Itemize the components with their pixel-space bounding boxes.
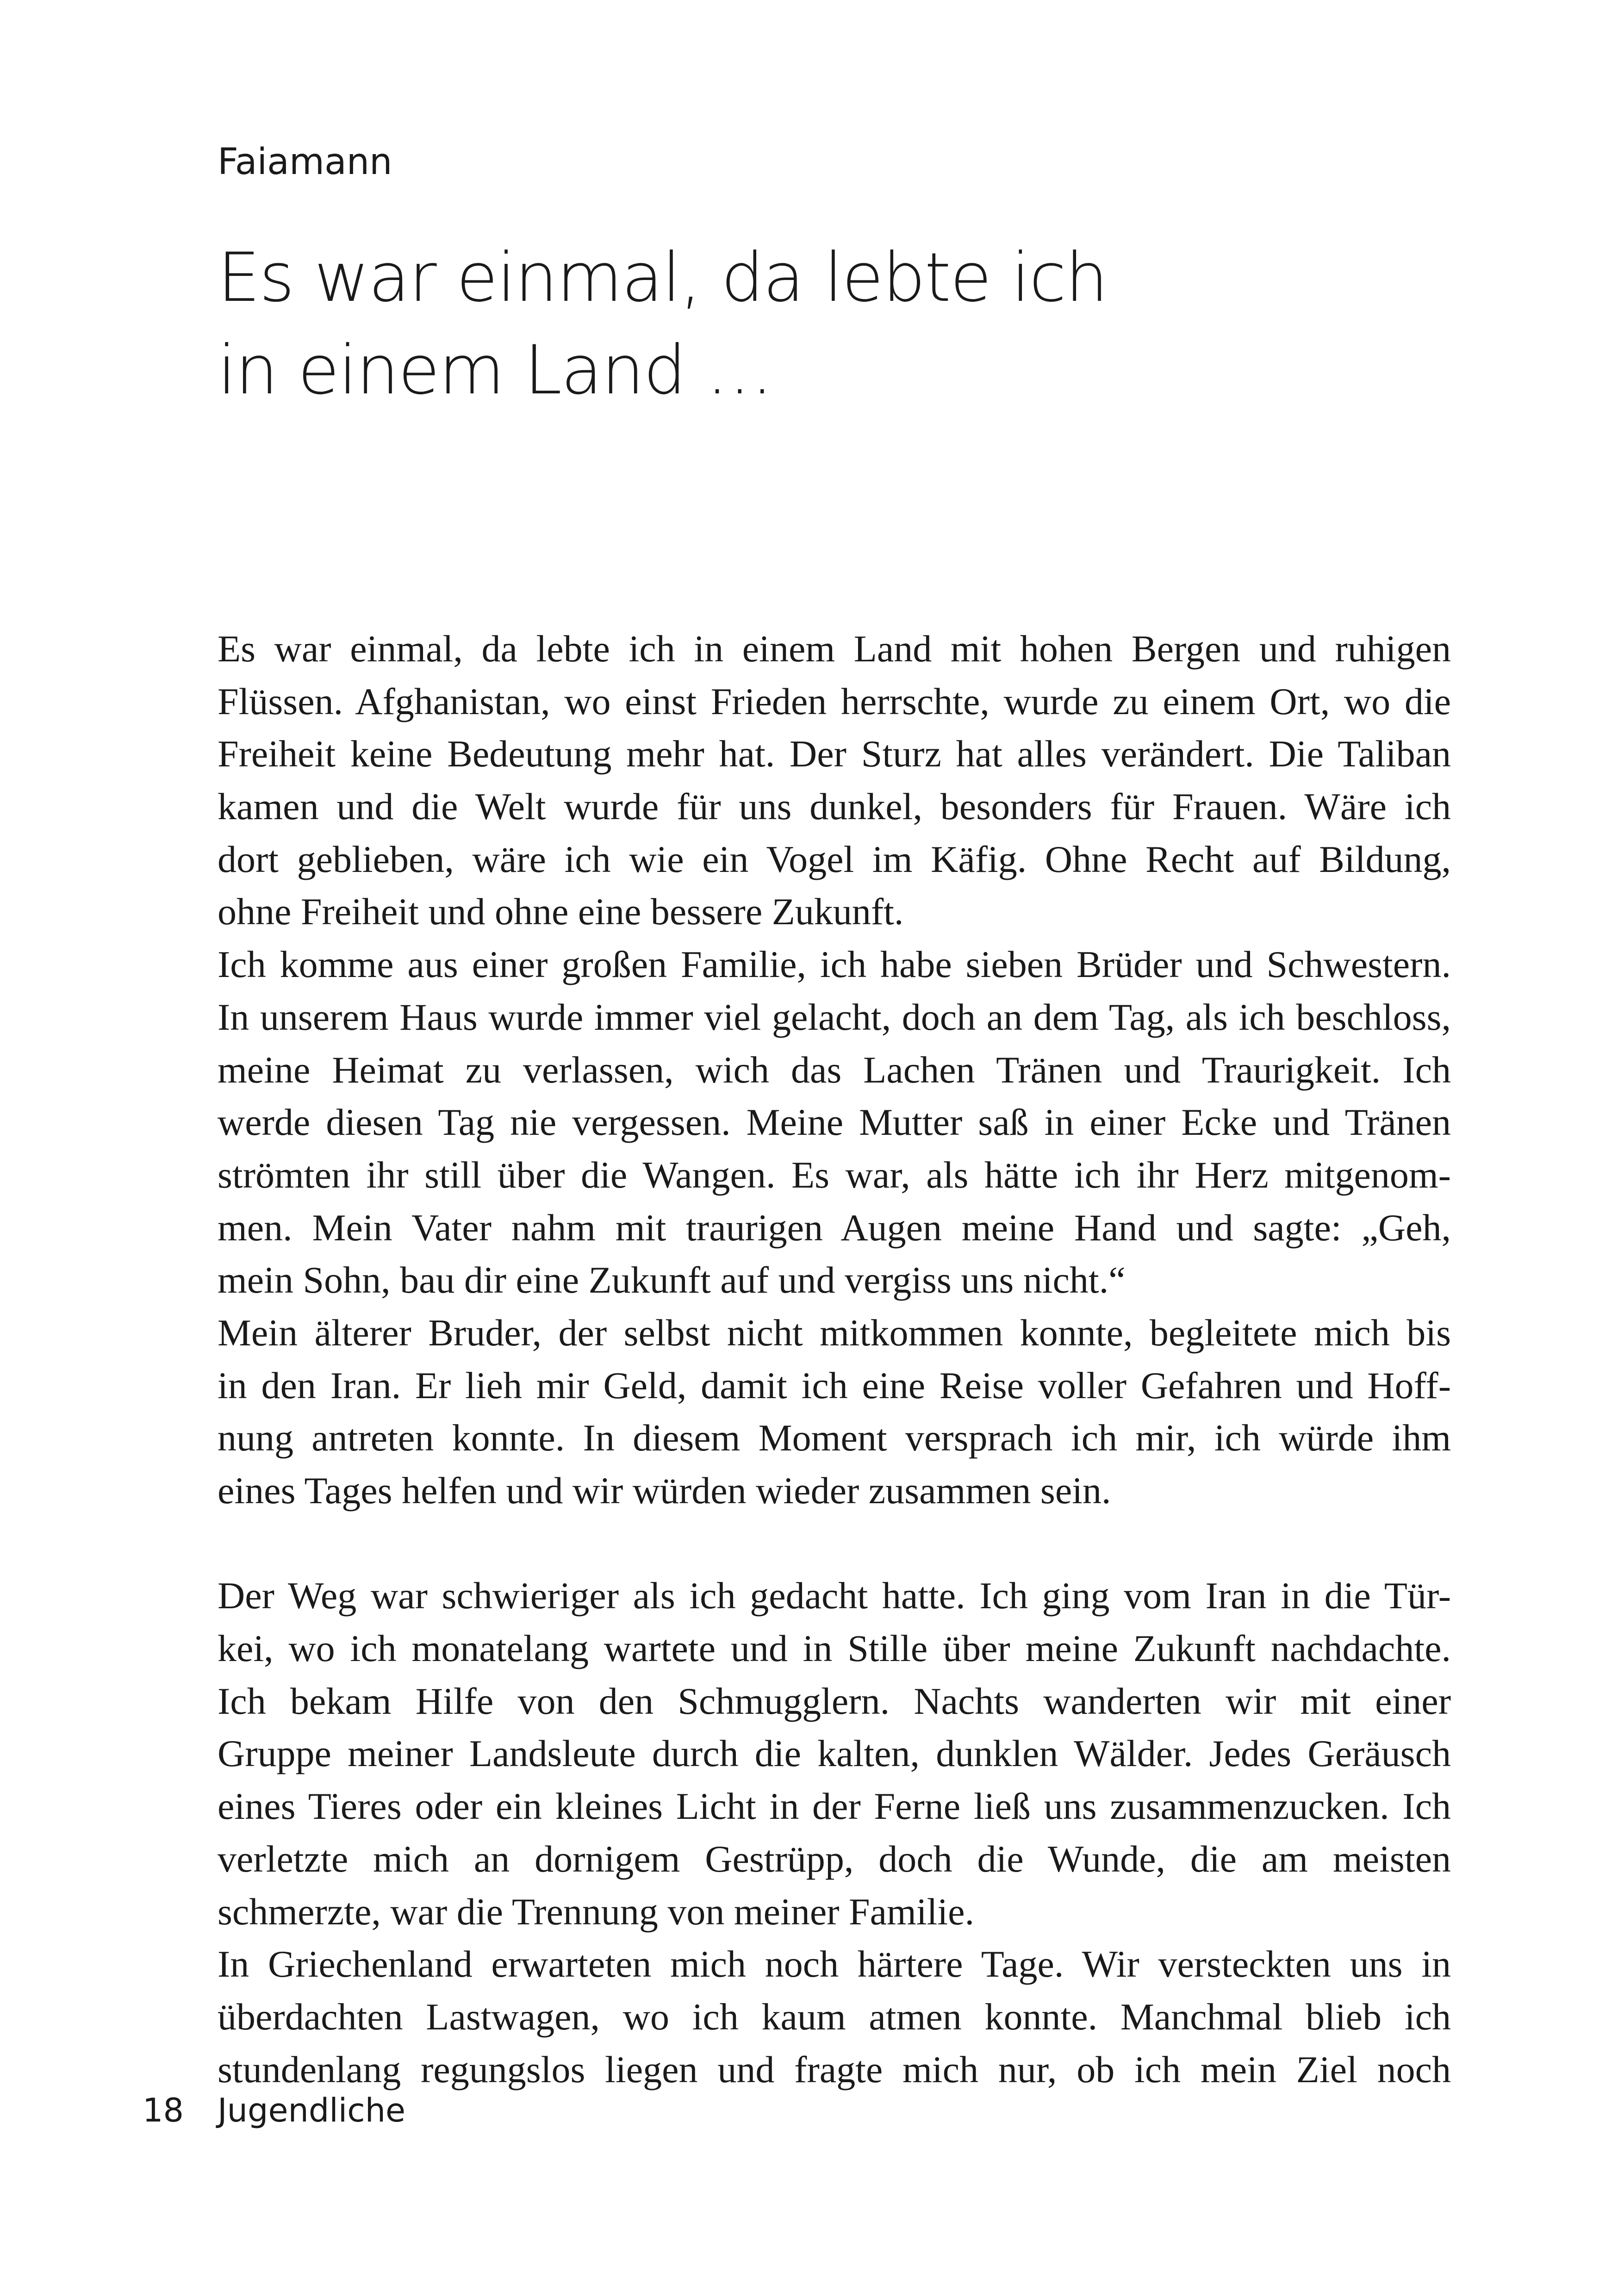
text-line: dort geblieben, wäre ich wie ein Vogel im Käfig. Ohne Recht auf Bildung,: [218, 838, 1451, 880]
text-line: Freiheit keine Bedeutung mehr hat. Der Sturz hat alles verändert. Die Taliban: [218, 733, 1451, 775]
text-line: In Griechenland erwarteten mich noch härtere Tage. Wir versteckten uns in: [218, 1943, 1451, 1985]
text-line: Mein älterer Bruder, der selbst nicht mitkommen konnte, begleitete mich bis: [218, 1311, 1451, 1354]
text-line: kamen und die Welt wurde für uns dunkel, besonders für Frauen. Wäre ich: [218, 785, 1451, 828]
text-line: eines Tieres oder ein kleines Licht in der Ferne ließ uns zusammenzucken. Ich: [218, 1785, 1451, 1828]
text-line: schmerzte, war die Trennung von meiner Familie.: [218, 1890, 975, 1933]
text-line: Flüssen. Afghanistan, wo einst Frieden herrschte, wurde zu einem Ort, wo die: [218, 680, 1451, 722]
text-line: verletzte mich an dornigem Gestrüpp, doch die Wunde, die am meisten: [218, 1837, 1451, 1880]
text-line: ohne Freiheit und ohne eine bessere Zukunft.: [218, 890, 904, 933]
text-line: eines Tages helfen und wir würden wieder zusammen sein.: [218, 1469, 1111, 1512]
text-line: Gruppe meiner Landsleute durch die kalten, dunklen Wälder. Jedes Geräusch: [218, 1732, 1451, 1775]
text-line: mein Sohn, bau dir eine Zukunft auf und vergiss uns nicht.“: [218, 1259, 1126, 1301]
text-line: men. Mein Vater nahm mit traurigen Augen meine Hand und sagte: „Geh,: [218, 1206, 1451, 1249]
text-line: werde diesen Tag nie vergessen. Meine Mutter saß in einer Ecke und Tränen: [218, 1101, 1451, 1144]
text-line: Ich komme aus einer großen Familie, ich habe sieben Brüder und Schwestern.: [218, 943, 1451, 986]
text-line: Ich bekam Hilfe von den Schmugglern. Nachts wanderten wir mit einer: [218, 1680, 1451, 1722]
text-line: stundenlang regungslos liegen und fragte mich nur, ob ich mein Ziel noch: [218, 2048, 1451, 2091]
text-line: strömten ihr still über die Wangen. Es war, als hätte ich ihr Herz mitgenom-: [218, 1153, 1451, 1196]
title-line: in einem Land …: [218, 331, 773, 410]
page-number: 18: [143, 2091, 184, 2129]
text-line: nung antreten konnte. In diesem Moment versprach ich mir, ich würde ihm: [218, 1417, 1451, 1459]
text-line: meine Heimat zu verlassen, wich das Lachen Tränen und Traurigkeit. Ich: [218, 1048, 1451, 1091]
title-line: Es war einmal, da lebte ich: [218, 238, 1108, 317]
paragraph-gap: [218, 1517, 1451, 1570]
page-title: [218, 231, 1108, 417]
text-line: kei, wo ich monatelang wartete und in Stille über meine Zukunft nachdachte.: [218, 1627, 1451, 1670]
author-name: Faiamann: [218, 141, 392, 183]
section-label: Jugendliche: [218, 2091, 406, 2129]
text-line: in den Iran. Er lieh mir Geld, damit ich eine Reise voller Gefahren und Hoff-: [218, 1364, 1451, 1406]
text-line: Der Weg war schwieriger als ich gedacht hatte. Ich ging vom Iran in die Tür-: [218, 1574, 1451, 1617]
text-line: Es war einmal, da lebte ich in einem Land mit hohen Bergen und ruhigen: [218, 628, 1451, 670]
story-text: [218, 622, 1451, 2096]
text-line: In unserem Haus wurde immer viel gelacht, doch an dem Tag, als ich beschloss,: [218, 996, 1451, 1038]
text-line: überdachten Lastwagen, wo ich kaum atmen konnte. Manchmal blieb ich: [218, 1995, 1451, 2038]
